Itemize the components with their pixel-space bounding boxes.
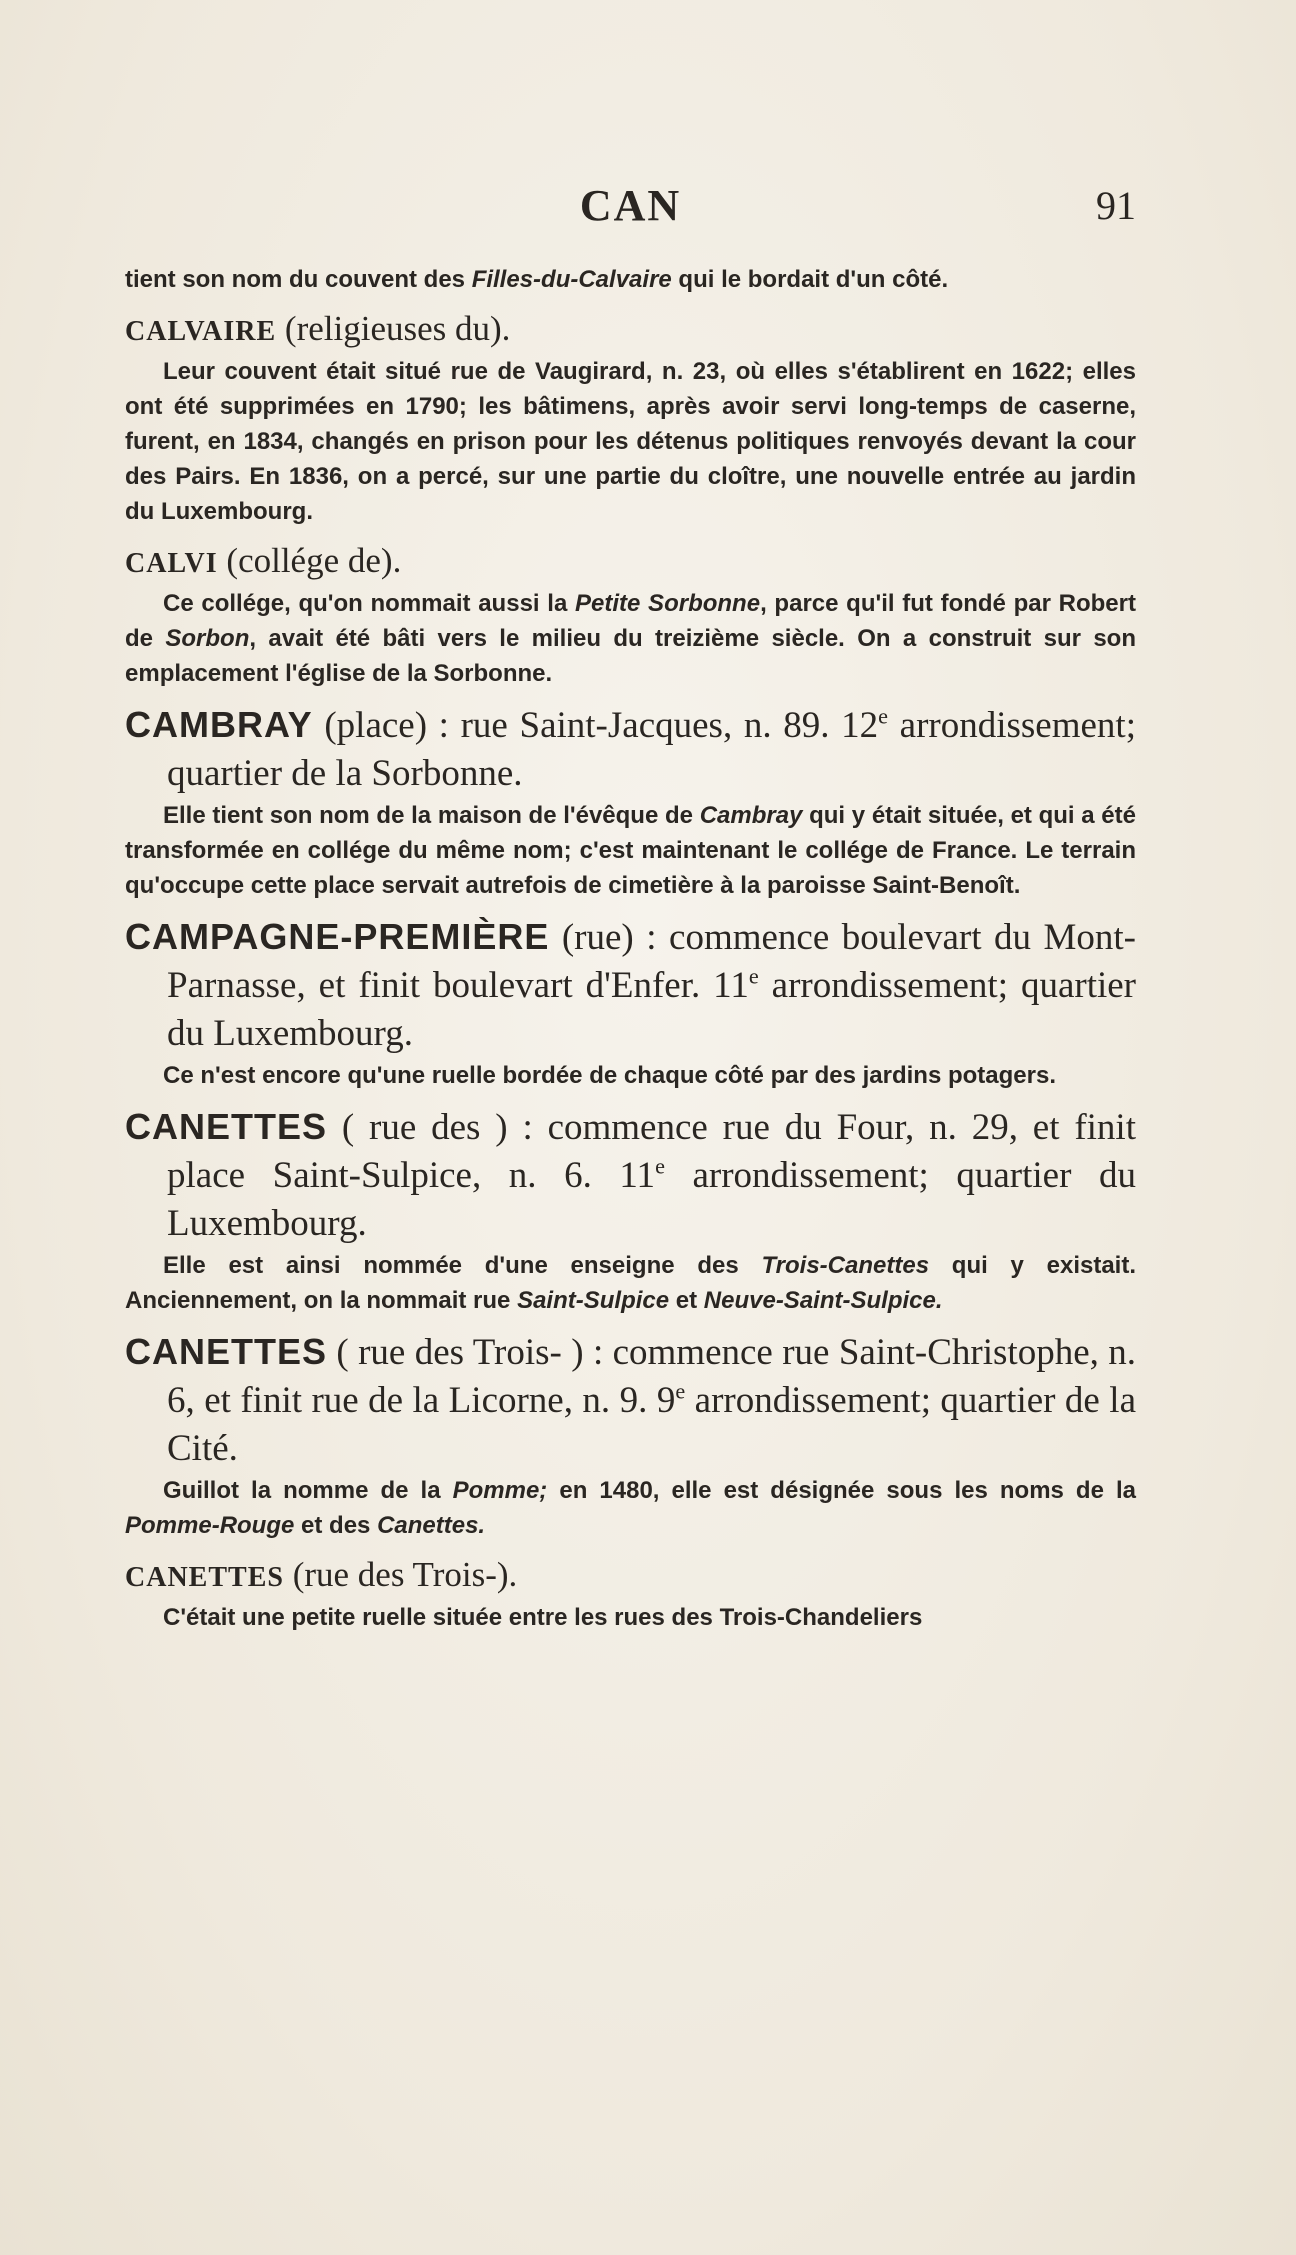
entry-calvi	[125, 539, 1136, 691]
entry-heading	[125, 307, 1136, 354]
entry-heading	[125, 913, 1136, 1058]
entry-body: Ce n'est encore qu'une ruelle bordée de chaque côté par des jardins potagers.	[163, 1062, 1056, 1089]
entry-term: CAMBRAY	[125, 704, 313, 745]
text-span: , parce qu'il fut fondé par Robert de	[125, 590, 1136, 652]
italic-span: Neuve-Saint-Sulpice.	[703, 1287, 943, 1314]
entry-qualifier: (collége de).	[217, 541, 402, 580]
entry-description: arrondissement; quartier de la Sorbonne.	[167, 705, 1136, 794]
entry-campagne-premiere	[125, 913, 1136, 1093]
entry-description: (place) : rue Saint-Jacques, n. 89. 12	[312, 705, 879, 746]
entry-body: Leur couvent était situé rue de Vaugirard, n. 23, où elles s'établirent en 1622; elles ont été supprimées en 1790; les bâtimens, après avoir servi long-temps de caserne, furent, en 1834, changés en prison pour les détenus politiques renvoyés devant la cour des Pairs. En 1836, on a percé, sur une partie du cloître, une nouvelle entrée au jardin du Luxembourg.	[125, 358, 1136, 525]
text-span: , avait été bâti vers le milieu du treizième siècle. On a construit sur son emplacement l'église de la Sorbonne.	[125, 625, 1136, 687]
entry-description: ( rue des ) : commence rue du Four, n. 29, et finit place Saint-Sulpice, n. 6. 11	[167, 1107, 1136, 1196]
entry-body	[125, 586, 1136, 691]
entry-body	[125, 1248, 1136, 1318]
italic-span: Sorbon	[165, 625, 250, 652]
entry-heading	[125, 1328, 1136, 1473]
entry-body	[125, 798, 1136, 903]
page-header	[125, 180, 1136, 240]
running-head: CAN	[579, 181, 682, 230]
entry-heading	[125, 539, 1136, 586]
entry-term: CANETTES	[125, 1562, 284, 1593]
entry-description: arrondissement; quartier de la Cité.	[167, 1380, 1137, 1469]
text-span: Guillot la nomme de la	[163, 1477, 453, 1504]
entry-term: CAMPAGNE-PREMIÈRE	[125, 916, 550, 957]
entry-heading	[125, 1103, 1136, 1248]
entry-canettes-trois	[125, 1328, 1136, 1543]
entry-term: CALVI	[125, 548, 218, 579]
superscript: e	[748, 963, 759, 989]
entry-qualifier: (rue des Trois-).	[283, 1555, 518, 1594]
entry-term: CANETTES	[125, 1106, 328, 1147]
italic-span: Filles-du-Calvaire	[471, 266, 672, 293]
text-span: tient son nom du couvent des	[125, 266, 472, 293]
text-span: et	[669, 1287, 704, 1314]
entry-body: C'était une petite ruelle située entre les rues des Trois-Chandeliers	[163, 1604, 923, 1631]
italic-span: Canettes.	[377, 1512, 486, 1539]
entry-cambray	[125, 701, 1136, 903]
entry-description: ( rue des Trois- ) : commence rue Saint-Christophe, n. 6, et finit rue de la Licorne, n. 9. 9	[167, 1332, 1136, 1421]
text-span: en 1480, elle est désignée sous les noms de la	[547, 1477, 1136, 1504]
entry-canettes-trois-old	[125, 1553, 1136, 1635]
text-span: qui y était située, et qui a été transformée en collége du même nom; c'est maintenant le collége de France. Le terrain qu'occupe cette place servait autrefois de cimetière à la paroisse Saint-Benoît.	[125, 802, 1136, 899]
italic-span: Petite Sorbonne	[575, 590, 761, 617]
page-number: 91	[1096, 183, 1136, 228]
italic-span: Saint-Sulpice	[517, 1287, 670, 1314]
superscript: e	[675, 1378, 686, 1404]
entry-description: arrondissement; quartier du Luxembourg.	[167, 965, 1136, 1054]
entry-term: CANETTES	[125, 1331, 328, 1372]
entry-calvaire	[125, 307, 1136, 529]
superscript: e	[655, 1153, 665, 1179]
entry-body	[125, 1473, 1136, 1543]
text-span: qui y existait. Anciennement, on la nommait rue	[125, 1252, 1137, 1314]
text-span: et des	[294, 1512, 378, 1539]
continued-paragraph	[125, 262, 1136, 297]
entry-qualifier: (religieuses du).	[276, 309, 511, 348]
entry-heading	[125, 701, 1136, 798]
entry-description: arrondissement; quartier du Luxembourg.	[167, 1155, 1136, 1244]
text-span: Elle est ainsi nommée d'une enseigne des	[163, 1252, 762, 1279]
italic-span: Pomme;	[452, 1477, 548, 1504]
superscript: e	[878, 703, 889, 729]
text-span: Elle tient son nom de la maison de l'évêque de	[163, 802, 700, 829]
italic-span: Trois-Canettes	[761, 1252, 930, 1279]
entry-description: (rue) : commence boulevart du Mont-Parnasse, et finit boulevart d'Enfer. 11	[167, 917, 1136, 1006]
entry-canettes	[125, 1103, 1136, 1318]
text-span: Ce collége, qu'on nommait aussi la	[163, 590, 575, 617]
text-body	[125, 262, 1136, 1635]
entry-heading	[125, 1553, 1136, 1600]
italic-span: Cambray	[699, 802, 803, 829]
italic-span: Pomme-Rouge	[125, 1512, 295, 1539]
entry-term: CALVAIRE	[125, 316, 277, 347]
text-span: qui le bordait d'un côté.	[671, 266, 949, 293]
